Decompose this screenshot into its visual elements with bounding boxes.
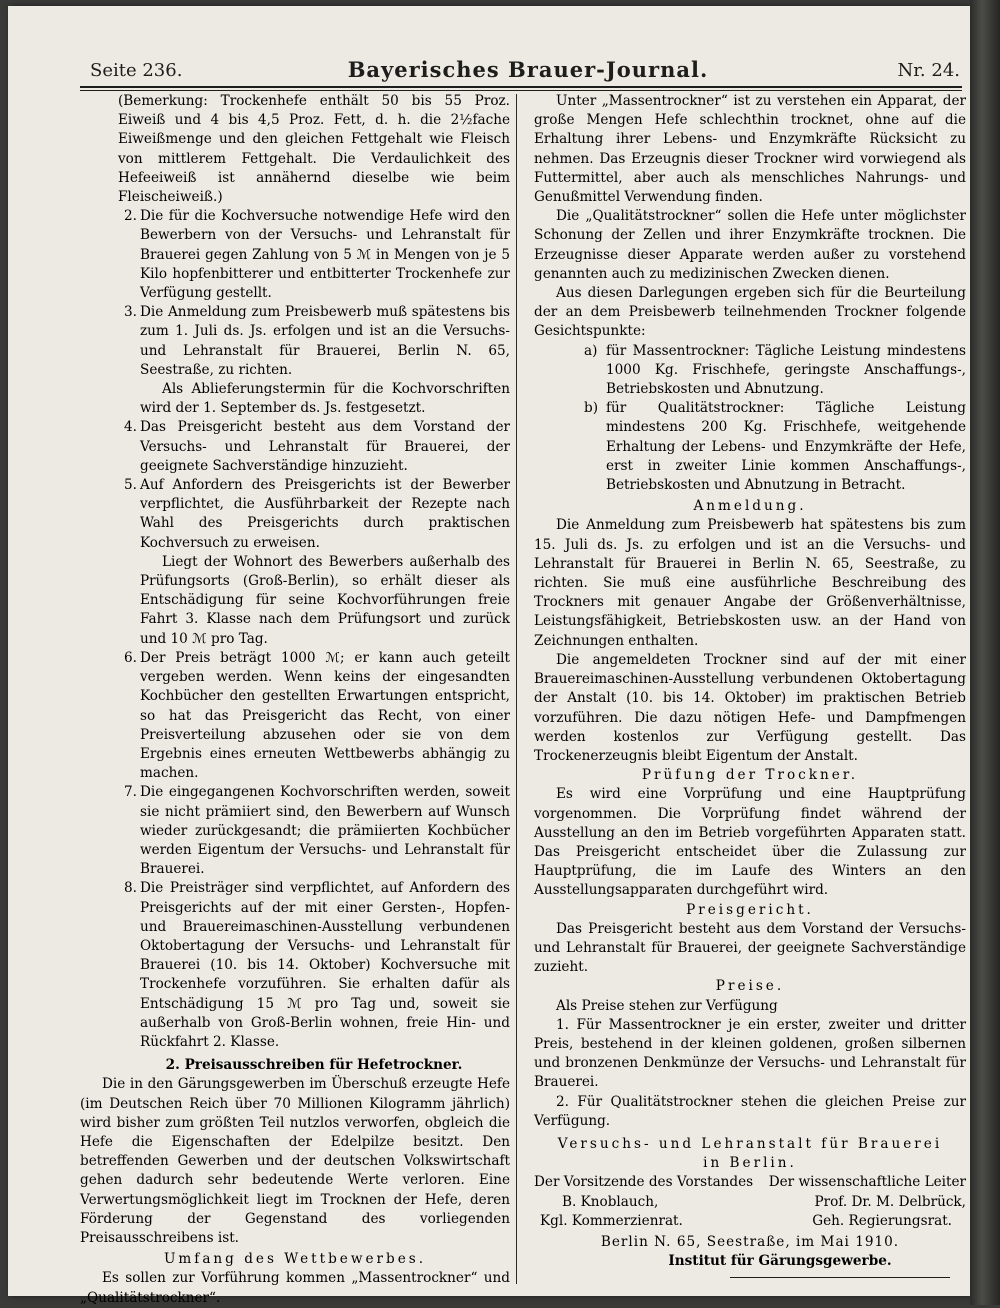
signature-row [534, 1193, 966, 1212]
item-number: 8. [124, 880, 137, 897]
issue-number: Nr. 24. [897, 60, 960, 81]
paragraph: Die Anmeldung zum Preisbewerb hat spätestens bis zum 15. Juli ds. Js. zu erfolgen und ist an die Versuchs- und Lehranstalt für Brauerei in Berlin N. 65, Seestraße, zu richten. Sie muß eine ausführliche Beschreibung des Trockners mit genauer Angabe der Größenverhältnisse, Leistungsfähigkeit, Betriebskosten usw. an der Hand von Zeichnungen enthalten. [534, 517, 966, 649]
item-number: 4. [124, 419, 137, 436]
criteria-item [534, 342, 966, 400]
page-number: Seite 236. [90, 60, 183, 81]
signature-right-title: Geh. Regierungsrat. [812, 1212, 952, 1229]
right-column [534, 92, 966, 1278]
section-heading: Preisgericht. [686, 901, 814, 918]
item-text: Auf Anfordern des Preisgerichts ist der Bewerber verpflichtet, die Ausführbarkeit der Rezepte nach Wahl des Preisgerichts durch praktischen Kochversuch zu erweisen. [140, 477, 510, 551]
section-paragraph: Es sollen zur Vorführung kommen „Massentrockner“ und „Qualitätstrockner“. [80, 1270, 510, 1306]
item-text: Die Anmeldung zum Preisbewerb muß spätestens bis zum 1. Juli ds. Js. erfolgen und ist an die Versuchs- und Lehranstalt für Brauerei, Berlin N. 65, Seestraße, zu richten. [140, 304, 510, 378]
rule-item [118, 303, 510, 380]
page-header [88, 56, 968, 90]
signature-left-title: Kgl. Kommerzienrat. [540, 1212, 683, 1229]
paragraph: Es wird eine Vorprüfung und eine Hauptprüfung vorgenommen. Die Vorprüfung findet während der Ausstellung an den im Betrieb vorgeführten Apparaten statt. Das Preisgericht entscheidet über die Zulassung zur Hauptprüfung, die im Laufe des Winters an den Ausstellungsapparaten durchgeführt wird. [534, 786, 966, 899]
signature-right-role: Der wissenschaftliche Leiter [768, 1174, 966, 1191]
rule-item [118, 649, 510, 783]
institute-name: Institut für Gärungsgewerbe. [668, 1253, 892, 1270]
item-continuation: Als Ablieferungstermin für die Kochvorschriften wird der 1. September ds. Js. festgesetzt. [140, 381, 510, 417]
rule-item [118, 783, 510, 879]
paragraph: 2. Für Qualitätstrockner stehen die gleichen Preise zur Verfügung. [534, 1093, 966, 1129]
item-letter: a) [584, 342, 598, 359]
signature-left-role: Der Vorsitzende des Vorstandes [534, 1174, 754, 1191]
signature-row [534, 1212, 966, 1231]
rule-item [118, 476, 510, 553]
signature-left-name: B. Knoblauch, [562, 1193, 659, 1210]
criteria-item [534, 399, 966, 495]
place-date: Berlin N. 65, Seestraße, im Mai 1910. [600, 1233, 900, 1250]
rule-item [118, 418, 510, 476]
item-text: Das Preisgericht besteht aus dem Vorstand der Versuchs- und Lehranstalt für Brauerei, der geeignete Sachverständige hinzuzieht. [140, 419, 510, 474]
column-rule [516, 94, 517, 1284]
item-number: 3. [124, 304, 137, 321]
item-number: 2. [124, 208, 137, 225]
item-text: für Qualitätstrockner: Tägliche Leistung mindestens 200 Kg. Frischhefe, weitgehende Erhaltung der Lebens- und Enzymkräfte der Hefe, erst in zweiter Linie kommen Anschaffungs-, Betriebskosten und Abnutzung in Betracht. [606, 400, 966, 494]
signature-right-name: Prof. Dr. M. Delbrück, [814, 1193, 966, 1210]
item-text: Die eingegangenen Kochvorschriften werden, soweit sie nicht prämiiert sind, den Bewerbern auf Wunsch wieder zurückgesandt; die prämiierten Kochbücher werden Eigentum der Versuchs- und Lehranstalt für Brauerei. [140, 784, 510, 878]
paragraph: Aus diesen Darlegungen ergeben sich für die Beurteilung der an dem Preisbewerb teilnehmenden Trockner folgende Gesichtspunkte: [534, 285, 966, 340]
paragraph: Die angemeldeten Trockner sind auf der mit einer Brauereimaschinen-Ausstellung verbundenen Oktobertagung der Anstalt (10. bis 14. Oktober) im praktischen Betrieb vorzuführen. Die dazu nötigen Hefe- und Dampfmengen werden kostenlos zur Verfügung gestellt. Das Trockenerzeugnis bleibt Eigentum der Anstalt. [534, 651, 966, 764]
intro-note: (Bemerkung: Trockenhefe enthält 50 bis 55 Proz. Eiweiß und 4 bis 4,5 Proz. Fett, d. h. die 2½fache Eiweißmenge und den gleichen Fettgehalt wie Fleisch von mittlerem Fettgehalt. Die Verdaulichkeit des Hefeeiweiß ist annähernd dieselbe wie beim Fleischeiweiß.) [118, 93, 510, 206]
journal-title: Bayerisches Brauer-Journal. [347, 57, 709, 82]
closing-rule [730, 1277, 950, 1278]
paragraph: Als Preise stehen zur Verfügung [556, 997, 778, 1014]
section-paragraph: Die in den Gärungsgewerben im Überschuß erzeugte Hefe (im Deutschen Reich über 70 Millionen Kilogramm jährlich) wird bisher zum größten Teil nutzlos verworfen, obgleich die Hefe die Eigenschaften der Edelpilze besitzt. Den betreffenden Gewerben und der deutschen Volkswirtschaft gehen dadurch sehr bedeutende Werte verloren. Eine Verwertungsmöglichkeit liegt im Trocknen der Hefe, deren Förderung der Gegenstand des vorliegenden Preisausschreibens ist. [80, 1076, 510, 1246]
section-heading: Preise. [715, 978, 785, 995]
item-text: Der Preis beträgt 1000 ℳ; er kann auch geteilt vergeben werden. Wenn keins der eingesandten Kochbücher den gestellten Erwartungen entspricht, so hat das Preisgericht das Recht, von einer Preisverteilung abzusehen oder sie von dem Ergebnis eines erneuten Wettbewerbs abhängig zu machen. [140, 649, 510, 782]
item-number: 7. [124, 784, 137, 801]
rule-item [118, 207, 510, 303]
item-letter: b) [584, 400, 599, 417]
section-heading: Umfang des Wettbewerbes. [163, 1251, 427, 1268]
item-number: 6. [124, 649, 137, 666]
item-continuation: Liegt der Wohnort des Bewerbers außerhalb des Prüfungsorts (Groß-Berlin), so erhält dieser als Entschädigung für seine Kochvorführungen freie Fahrt 3. Klasse nach dem Prüfungsort und zurück und 10 ℳ pro Tag. [140, 553, 510, 647]
section-heading: Anmeldung. [693, 498, 807, 515]
item-number: 5. [124, 477, 137, 494]
paragraph: Unter „Massentrockner“ ist zu verstehen ein Apparat, der große Mengen Hefe schlechthin trocknet, ohne auf die Erhaltung ihrer Lebens- und Enzymkräfte Rücksicht zu nehmen. Das Erzeugnis dieser Trockner wird vorwiegend als Futtermittel, aber auch als menschliches Nahrungs- und Genußmittel Verwendung finden. [534, 93, 966, 206]
paragraph: 1. Für Massentrockner je ein erster, zweiter und dritter Preis, bestehend in der kleinen goldenen, großen silbernen und bronzenen Denkmünze der Versuchs- und Lehranstalt für Brauerei. [534, 1016, 966, 1091]
section-heading: Prüfung der Trockner. [641, 767, 859, 784]
institution-name: Versuchs- und Lehranstalt für Brauerei [557, 1135, 943, 1152]
paragraph: Das Preisgericht besteht aus dem Vorstand der Versuchs- und Lehranstalt für Brauerei, der geeignete Sachverständige zuzieht. [534, 920, 966, 976]
section-heading: 2. Preisausschreiben für Hefetrockner. [165, 1057, 463, 1074]
paragraph: Die „Qualitätstrockner“ sollen die Hefe unter möglichster Schonung der Zellen und ihrer Enzymkräfte trocknen. Die Erzeugnisse dieser Apparate werden außer zu vorstehend genannten auch zu medizinischen Zwecken dienen. [534, 208, 966, 282]
header-rule [80, 86, 962, 91]
rule-item [118, 879, 510, 1052]
institution-city: in Berlin. [703, 1155, 797, 1172]
item-text: für Massentrockner: Tägliche Leistung mindestens 1000 Kg. Frischhefe, geringste Anschaffungs-, Betriebskosten und Abnutzung. [606, 342, 966, 398]
item-text: Die Preisträger sind verpflichtet, auf Anfordern des Preisgerichts auf der mit einer Gersten-, Hopfen- und Brauereimaschinen-Ausstellung verbundenen Oktobertagung der Versuchs- und Lehranstalt für Brauerei (10. bis 14. Oktober) Kochversuche mit Trockenhefe vorzuführen. Sie erhalten dafür als Entschädigung 15 ℳ pro Tag und, soweit sie außerhalb von Groß-Berlin wohnen, freie Hin- und Rückfahrt 2. Klasse. [140, 880, 510, 1050]
signature-row [534, 1173, 966, 1192]
item-text: Die für die Kochversuche notwendige Hefe wird den Bewerbern von der Versuchs- und Lehranstalt für Brauerei gegen Zahlung von 5 ℳ in Mengen von je 5 Kilo hopfenbitterer und entbitterter Trockenhefe zur Verfügung gestellt. [140, 208, 510, 302]
scan-edge [970, 0, 1000, 1305]
left-column [80, 92, 510, 1308]
